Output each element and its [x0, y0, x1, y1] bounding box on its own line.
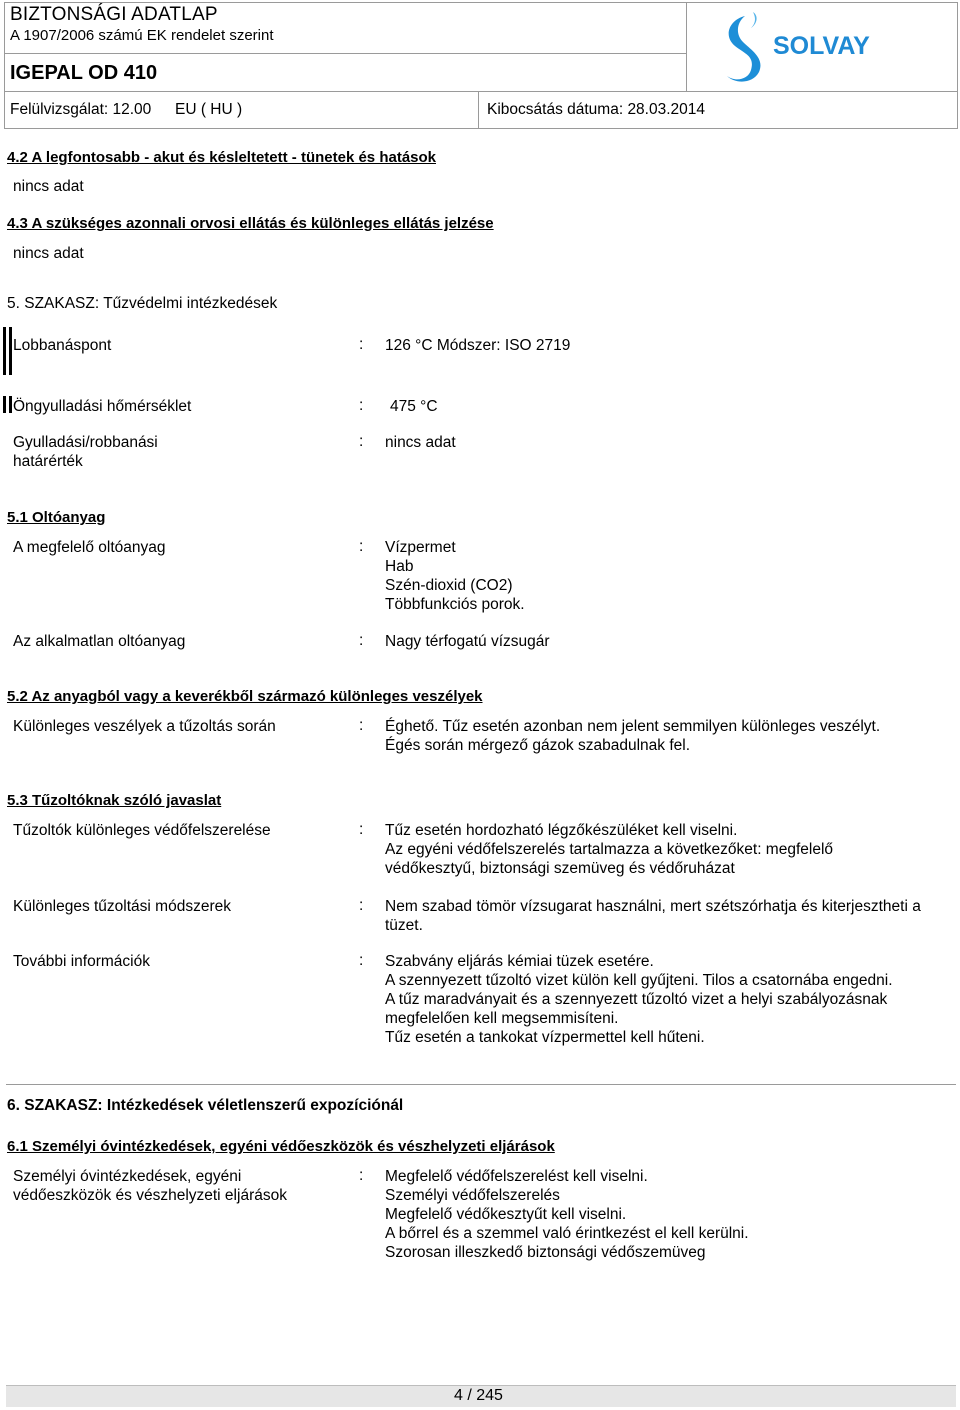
section-5-3-heading: 5.3 Tűzoltóknak szóló javaslat: [7, 792, 222, 809]
section-4-2-heading: 4.2 A legfontosabb - akut és késleltetett - tünetek és hatások: [7, 149, 437, 166]
colon: :: [359, 336, 364, 353]
further-info-item: A tűz maradványait és a szennyezett tűzoltó vizet a helyi szabályozásnak: [385, 991, 888, 1008]
product-name: IGEPAL OD 410: [10, 62, 158, 84]
personal-precautions-values: [385, 1167, 945, 1262]
explosion-limit-label: [13, 433, 343, 471]
firefighter-ppe-item: Tűz esetén hordozható légzőkészüléket kell viselni.: [385, 822, 738, 839]
section-separator: [6, 1084, 956, 1085]
suitable-media-label: A megfelelő oltóanyag: [13, 539, 166, 556]
personal-precautions-item: Személyi védőfelszerelés: [385, 1187, 560, 1204]
suitable-media-item: Szén-dioxid (CO2): [385, 577, 513, 594]
special-hazards-label: Különleges veszélyek a tűzoltás során: [13, 718, 276, 735]
colon: :: [359, 717, 364, 734]
personal-precautions-item: A bőrrel és a szemmel való érintkezést el kell kerülni.: [385, 1225, 749, 1242]
header-divider-3: [478, 91, 479, 129]
firefighting-methods-label: Különleges tűzoltási módszerek: [13, 898, 231, 915]
unsuitable-media-label: Az alkalmatlan oltóanyag: [13, 633, 186, 650]
colon: :: [359, 397, 364, 414]
colon: :: [359, 632, 364, 649]
change-bar-1b: [9, 327, 12, 375]
document-title: BIZTONSÁGI ADATLAP: [10, 4, 218, 25]
special-hazards-item: Éghető. Tűz esetén azonban nem jelent semmilyen különleges veszélyt.: [385, 718, 881, 735]
colon: :: [359, 821, 364, 838]
flash-point-value: 126 °C Módszer: ISO 2719: [385, 337, 571, 354]
special-hazards-values: [385, 717, 945, 755]
explosion-limit-label-line: Gyulladási/robbanási: [13, 434, 158, 451]
suitable-media-item: Vízpermet: [385, 539, 456, 556]
personal-precautions-label-line: védőeszközök és vészhelyzeti eljárások: [13, 1187, 287, 1204]
suitable-media-item: Többfunkciós porok.: [385, 596, 525, 613]
change-bar-1a: [3, 327, 6, 375]
further-info-item: A szennyezett tűzoltó vizet külön kell gyűjteni. Tilos a csatornába engedni.: [385, 972, 893, 989]
explosion-limit-value: nincs adat: [385, 434, 456, 451]
personal-precautions-label: [13, 1167, 343, 1205]
personal-precautions-label-line: Személyi óvintézkedések, egyéni: [13, 1168, 242, 1185]
section-4-3-heading: 4.3 A szükséges azonnali orvosi ellátás és különleges ellátás jelzése: [7, 215, 494, 232]
change-bar-2a: [3, 396, 6, 413]
unsuitable-media-value: Nagy térfogatú vízsugár: [385, 633, 550, 650]
colon: :: [359, 897, 364, 914]
issue-date-text: Kibocsátás dátuma: 28.03.2014: [487, 101, 706, 118]
personal-precautions-item: Megfelelő védőfelszerelést kell viselni.: [385, 1168, 648, 1185]
region-text: EU ( HU ): [175, 101, 243, 118]
header-border-left: [4, 2, 5, 129]
further-info-item: Szabvány eljárás kémiai tüzek esetére.: [385, 953, 654, 970]
firefighting-methods-values: [385, 897, 945, 935]
section-4-2-text: nincs adat: [13, 178, 84, 195]
autoignition-label: Öngyulladási hőmérséklet: [13, 398, 192, 415]
further-info-values: [385, 952, 945, 1047]
section-5-heading: 5. SZAKASZ: Tűzvédelmi intézkedések: [7, 295, 278, 312]
firefighting-methods-item: Nem szabad tömör vízsugarat használni, mert szétszórhatja és kiterjesztheti a: [385, 898, 921, 915]
firefighter-ppe-label: Tűzoltók különleges védőfelszerelése: [13, 822, 271, 839]
page-footer: [6, 1385, 956, 1407]
further-info-label: További információk: [13, 953, 150, 970]
special-hazards-item: Égés során mérgező gázok szabadulnak fel.: [385, 737, 691, 754]
suitable-media-item: Hab: [385, 558, 414, 575]
colon: :: [359, 433, 364, 450]
colon: :: [359, 1167, 364, 1184]
explosion-limit-label-line: határérték: [13, 453, 83, 470]
section-5-2-heading: 5.2 Az anyagból vagy a keverékből származó különleges veszélyek: [7, 688, 483, 705]
header-divider-2: [4, 91, 958, 92]
suitable-media-values: [385, 538, 945, 614]
solvay-logo: [715, 10, 885, 86]
colon: :: [359, 538, 364, 555]
header-divider-1: [4, 53, 686, 54]
header-divider-logo: [686, 2, 687, 91]
firefighter-ppe-values: [385, 821, 945, 878]
solvay-logo-icon: [715, 10, 885, 86]
svg-text:SOLVAY: SOLVAY: [773, 32, 870, 60]
header-border-right: [957, 2, 958, 129]
further-info-item: Tűz esetén a tankokat vízpermettel kell hűteni.: [385, 1029, 705, 1046]
further-info-item: megfelelően kell megsemmisíteni.: [385, 1010, 619, 1027]
flash-point-label: Lobbanáspont: [13, 337, 112, 354]
personal-precautions-item: Megfelelő védőkesztyűt kell viselni.: [385, 1206, 627, 1223]
regulation-text: A 1907/2006 számú EK rendelet szerint: [10, 27, 274, 44]
section-6-1-heading: 6.1 Személyi óvintézkedések, egyéni védőeszközök és vészhelyzeti eljárások: [7, 1138, 555, 1155]
section-6-heading: 6. SZAKASZ: Intézkedések véletlenszerű expozíciónál: [7, 1097, 404, 1114]
firefighter-ppe-item: Az egyéni védőfelszerelés tartalmazza a következőket: megfelelő: [385, 841, 834, 858]
header-border-top: [4, 2, 958, 3]
firefighter-ppe-item: védőkesztyű, biztonsági szemüveg és védőruházat: [385, 860, 735, 877]
colon: :: [359, 952, 364, 969]
autoignition-value: 475 °C: [390, 398, 438, 415]
header-border-bottom: [4, 128, 958, 129]
section-4-3-text: nincs adat: [13, 245, 84, 262]
section-5-1-heading: 5.1 Oltóanyag: [7, 509, 106, 526]
personal-precautions-item: Szorosan illeszkedő biztonsági védőszemüveg: [385, 1244, 706, 1261]
firefighting-methods-item: tüzet.: [385, 917, 423, 934]
page-number: 4 / 245: [454, 1387, 503, 1404]
revision-text: Felülvizsgálat: 12.00: [10, 101, 152, 118]
change-bar-2b: [9, 396, 12, 413]
